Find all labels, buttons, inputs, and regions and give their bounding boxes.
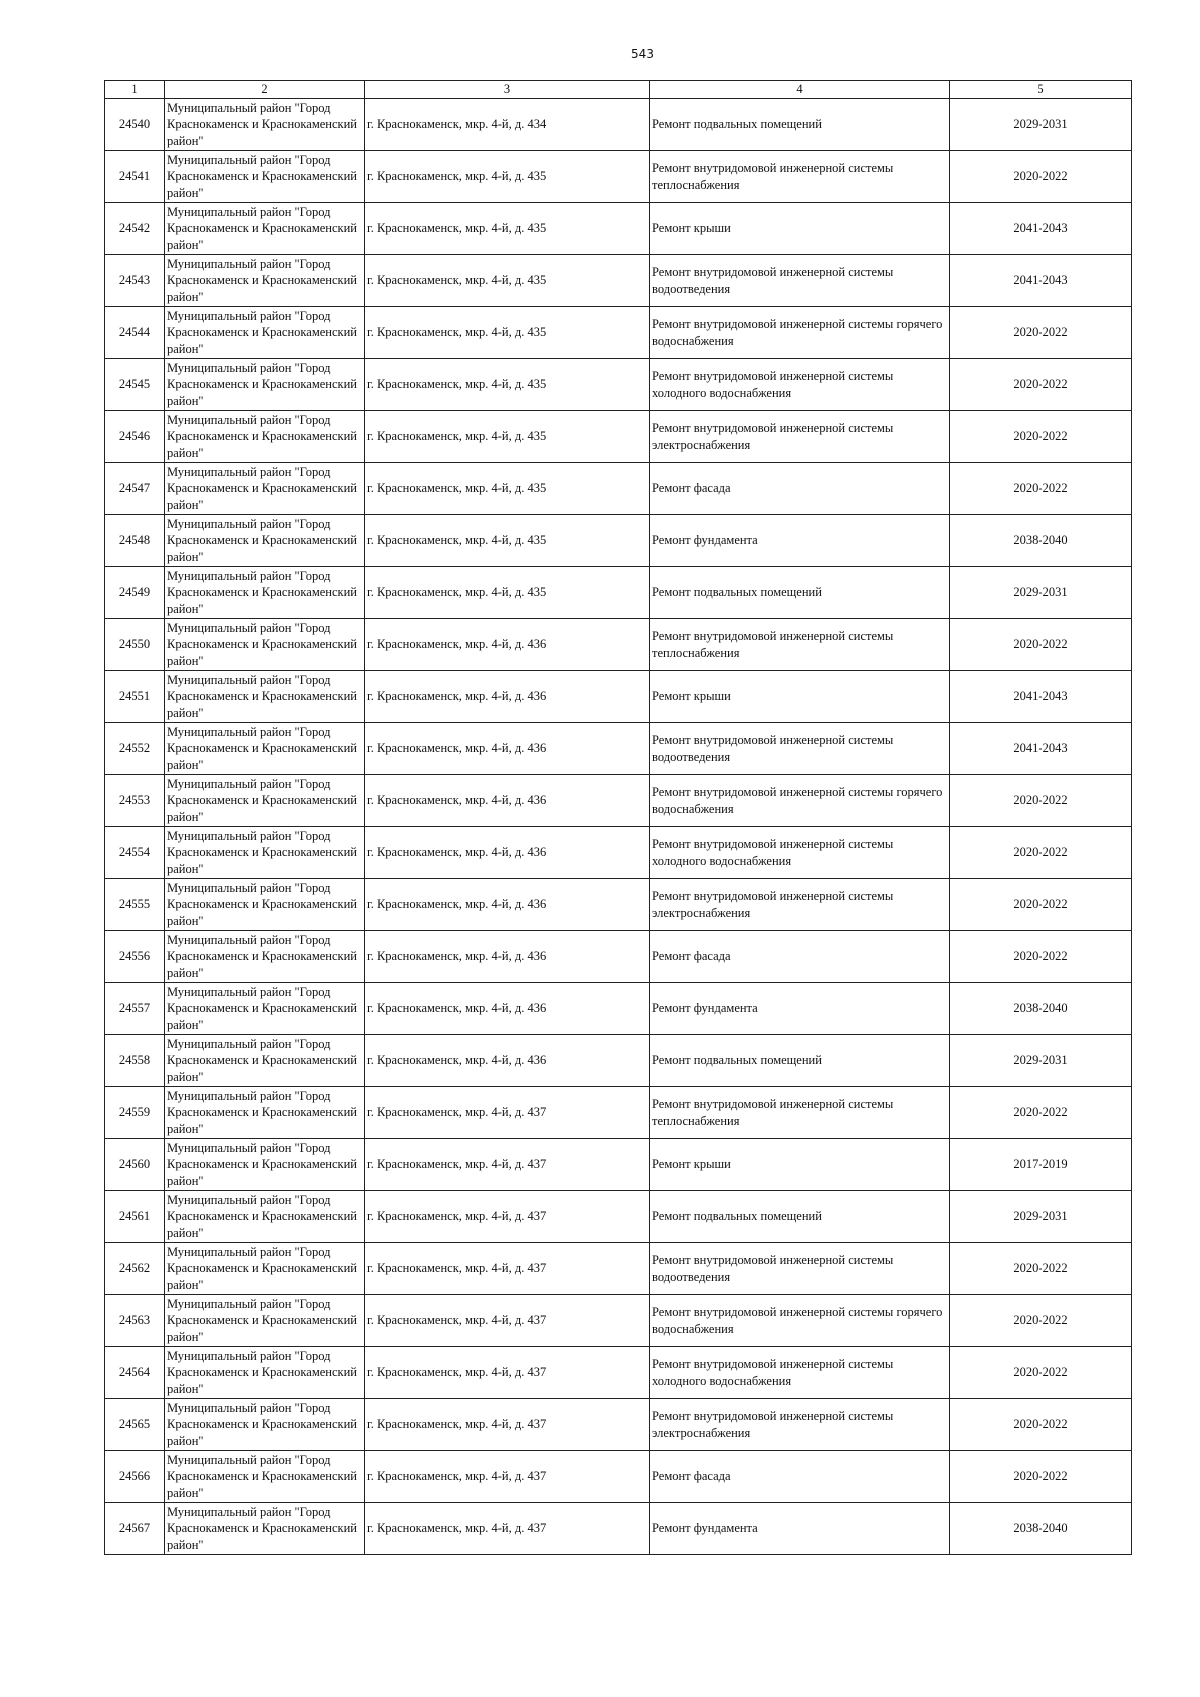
column-header-5: 5 (950, 81, 1132, 99)
municipality-cell: Муниципальный район "Город Краснокаменск и Краснокаменский район" (165, 515, 365, 567)
address-cell: г. Краснокаменск, мкр. 4-й, д. 436 (365, 983, 650, 1035)
row-number-cell: 24565 (105, 1399, 165, 1451)
column-header-2: 2 (165, 81, 365, 99)
period-cell: 2020-2022 (950, 359, 1132, 411)
municipality-cell: Муниципальный район "Город Краснокаменск и Краснокаменский район" (165, 723, 365, 775)
table-row (105, 1035, 1132, 1087)
municipality-cell: Муниципальный район "Город Краснокаменск и Краснокаменский район" (165, 307, 365, 359)
row-number-cell: 24567 (105, 1503, 165, 1555)
address-cell: г. Краснокаменск, мкр. 4-й, д. 436 (365, 723, 650, 775)
row-number-cell: 24564 (105, 1347, 165, 1399)
municipality-cell: Муниципальный район "Город Краснокаменск и Краснокаменский район" (165, 1139, 365, 1191)
work-type-cell: Ремонт внутридомовой инженерной системы электроснабжения (650, 411, 950, 463)
municipality-cell: Муниципальный район "Город Краснокаменск и Краснокаменский район" (165, 879, 365, 931)
municipality-cell: Муниципальный район "Город Краснокаменск и Краснокаменский район" (165, 1399, 365, 1451)
period-cell: 2029-2031 (950, 99, 1132, 151)
municipality-cell: Муниципальный район "Город Краснокаменск и Краснокаменский район" (165, 1035, 365, 1087)
municipality-cell: Муниципальный район "Город Краснокаменск и Краснокаменский район" (165, 1451, 365, 1503)
address-cell: г. Краснокаменск, мкр. 4-й, д. 436 (365, 827, 650, 879)
period-cell: 2029-2031 (950, 1191, 1132, 1243)
address-cell: г. Краснокаменск, мкр. 4-й, д. 435 (365, 151, 650, 203)
column-header-1: 1 (105, 81, 165, 99)
table-row (105, 1087, 1132, 1139)
table-body (105, 99, 1132, 1555)
municipality-cell: Муниципальный район "Город Краснокаменск и Краснокаменский район" (165, 775, 365, 827)
work-type-cell: Ремонт фасада (650, 463, 950, 515)
work-type-cell: Ремонт фундамента (650, 515, 950, 567)
municipality-cell: Муниципальный район "Город Краснокаменск и Краснокаменский район" (165, 463, 365, 515)
period-cell: 2029-2031 (950, 567, 1132, 619)
work-type-cell: Ремонт крыши (650, 203, 950, 255)
address-cell: г. Краснокаменск, мкр. 4-й, д. 435 (365, 463, 650, 515)
municipality-cell: Муниципальный район "Город Краснокаменск и Краснокаменский район" (165, 203, 365, 255)
page-number: 543 (631, 47, 654, 61)
period-cell: 2029-2031 (950, 1035, 1132, 1087)
period-cell: 2020-2022 (950, 1347, 1132, 1399)
municipality-cell: Муниципальный район "Город Краснокаменск и Краснокаменский район" (165, 1243, 365, 1295)
address-cell: г. Краснокаменск, мкр. 4-й, д. 435 (365, 255, 650, 307)
address-cell: г. Краснокаменск, мкр. 4-й, д. 435 (365, 515, 650, 567)
period-cell: 2020-2022 (950, 879, 1132, 931)
work-type-cell: Ремонт внутридомовой инженерной системы горячего водоснабжения (650, 775, 950, 827)
work-type-cell: Ремонт внутридомовой инженерной системы водоотведения (650, 723, 950, 775)
table-row (105, 255, 1132, 307)
period-cell: 2020-2022 (950, 1087, 1132, 1139)
period-cell: 2020-2022 (950, 1451, 1132, 1503)
row-number-cell: 24553 (105, 775, 165, 827)
address-cell: г. Краснокаменск, мкр. 4-й, д. 436 (365, 1035, 650, 1087)
table-row (105, 1451, 1132, 1503)
table-row (105, 619, 1132, 671)
row-number-cell: 24548 (105, 515, 165, 567)
row-number-cell: 24549 (105, 567, 165, 619)
table-row (105, 983, 1132, 1035)
work-type-cell: Ремонт фасада (650, 1451, 950, 1503)
row-number-cell: 24561 (105, 1191, 165, 1243)
municipality-cell: Муниципальный район "Город Краснокаменск и Краснокаменский район" (165, 411, 365, 463)
municipality-cell: Муниципальный район "Город Краснокаменск и Краснокаменский район" (165, 359, 365, 411)
column-header-3: 3 (365, 81, 650, 99)
address-cell: г. Краснокаменск, мкр. 4-й, д. 434 (365, 99, 650, 151)
row-number-cell: 24562 (105, 1243, 165, 1295)
row-number-cell: 24566 (105, 1451, 165, 1503)
work-type-cell: Ремонт фундамента (650, 983, 950, 1035)
register-table (104, 80, 1132, 1555)
row-number-cell: 24540 (105, 99, 165, 151)
work-type-cell: Ремонт внутридомовой инженерной системы электроснабжения (650, 879, 950, 931)
table-row (105, 775, 1132, 827)
work-type-cell: Ремонт подвальных помещений (650, 1035, 950, 1087)
municipality-cell: Муниципальный район "Город Краснокаменск и Краснокаменский район" (165, 931, 365, 983)
row-number-cell: 24546 (105, 411, 165, 463)
period-cell: 2020-2022 (950, 411, 1132, 463)
address-cell: г. Краснокаменск, мкр. 4-й, д. 437 (365, 1191, 650, 1243)
period-cell: 2038-2040 (950, 515, 1132, 567)
period-cell: 2017-2019 (950, 1139, 1132, 1191)
table-row (105, 307, 1132, 359)
municipality-cell: Муниципальный район "Город Краснокаменск и Краснокаменский район" (165, 567, 365, 619)
table-row (105, 1347, 1132, 1399)
period-cell: 2041-2043 (950, 255, 1132, 307)
municipality-cell: Муниципальный район "Город Краснокаменск и Краснокаменский район" (165, 151, 365, 203)
municipality-cell: Муниципальный район "Город Краснокаменск и Краснокаменский район" (165, 255, 365, 307)
work-type-cell: Ремонт внутридомовой инженерной системы водоотведения (650, 1243, 950, 1295)
work-type-cell: Ремонт внутридомовой инженерной системы теплоснабжения (650, 619, 950, 671)
work-type-cell: Ремонт внутридомовой инженерной системы холодного водоснабжения (650, 827, 950, 879)
address-cell: г. Краснокаменск, мкр. 4-й, д. 437 (365, 1503, 650, 1555)
municipality-cell: Муниципальный район "Город Краснокаменск и Краснокаменский район" (165, 1087, 365, 1139)
address-cell: г. Краснокаменск, мкр. 4-й, д. 437 (365, 1295, 650, 1347)
period-cell: 2020-2022 (950, 307, 1132, 359)
row-number-cell: 24544 (105, 307, 165, 359)
table-row (105, 879, 1132, 931)
period-cell: 2041-2043 (950, 203, 1132, 255)
table-row (105, 671, 1132, 723)
row-number-cell: 24550 (105, 619, 165, 671)
period-cell: 2020-2022 (950, 1295, 1132, 1347)
row-number-cell: 24563 (105, 1295, 165, 1347)
address-cell: г. Краснокаменск, мкр. 4-й, д. 435 (365, 567, 650, 619)
address-cell: г. Краснокаменск, мкр. 4-й, д. 437 (365, 1399, 650, 1451)
work-type-cell: Ремонт внутридомовой инженерной системы электроснабжения (650, 1399, 950, 1451)
address-cell: г. Краснокаменск, мкр. 4-й, д. 435 (365, 359, 650, 411)
work-type-cell: Ремонт внутридомовой инженерной системы теплоснабжения (650, 1087, 950, 1139)
work-type-cell: Ремонт фундамента (650, 1503, 950, 1555)
work-type-cell: Ремонт крыши (650, 671, 950, 723)
municipality-cell: Муниципальный район "Город Краснокаменск и Краснокаменский район" (165, 1191, 365, 1243)
work-type-cell: Ремонт внутридомовой инженерной системы холодного водоснабжения (650, 359, 950, 411)
table-row (105, 827, 1132, 879)
row-number-cell: 24560 (105, 1139, 165, 1191)
address-cell: г. Краснокаменск, мкр. 4-й, д. 437 (365, 1243, 650, 1295)
work-type-cell: Ремонт внутридомовой инженерной системы горячего водоснабжения (650, 307, 950, 359)
header-row (105, 81, 1132, 99)
address-cell: г. Краснокаменск, мкр. 4-й, д. 435 (365, 307, 650, 359)
row-number-cell: 24557 (105, 983, 165, 1035)
municipality-cell: Муниципальный район "Город Краснокаменск и Краснокаменский район" (165, 99, 365, 151)
row-number-cell: 24559 (105, 1087, 165, 1139)
work-type-cell: Ремонт внутридомовой инженерной системы холодного водоснабжения (650, 1347, 950, 1399)
period-cell: 2020-2022 (950, 619, 1132, 671)
table-row (105, 723, 1132, 775)
work-type-cell: Ремонт подвальных помещений (650, 567, 950, 619)
table-row (105, 1503, 1132, 1555)
work-type-cell: Ремонт внутридомовой инженерной системы водоотведения (650, 255, 950, 307)
row-number-cell: 24558 (105, 1035, 165, 1087)
row-number-cell: 24554 (105, 827, 165, 879)
work-type-cell: Ремонт внутридомовой инженерной системы теплоснабжения (650, 151, 950, 203)
row-number-cell: 24551 (105, 671, 165, 723)
row-number-cell: 24552 (105, 723, 165, 775)
period-cell: 2041-2043 (950, 671, 1132, 723)
municipality-cell: Муниципальный район "Город Краснокаменск и Краснокаменский район" (165, 1295, 365, 1347)
period-cell: 2041-2043 (950, 723, 1132, 775)
period-cell: 2020-2022 (950, 827, 1132, 879)
table-row (105, 515, 1132, 567)
row-number-cell: 24542 (105, 203, 165, 255)
table-row (105, 1243, 1132, 1295)
address-cell: г. Краснокаменск, мкр. 4-й, д. 436 (365, 671, 650, 723)
address-cell: г. Краснокаменск, мкр. 4-й, д. 436 (365, 775, 650, 827)
table-row (105, 1139, 1132, 1191)
work-type-cell: Ремонт крыши (650, 1139, 950, 1191)
table-row (105, 463, 1132, 515)
row-number-cell: 24555 (105, 879, 165, 931)
row-number-cell: 24545 (105, 359, 165, 411)
table-row (105, 1295, 1132, 1347)
table-row (105, 203, 1132, 255)
municipality-cell: Муниципальный район "Город Краснокаменск и Краснокаменский район" (165, 1503, 365, 1555)
work-type-cell: Ремонт фасада (650, 931, 950, 983)
period-cell: 2020-2022 (950, 1243, 1132, 1295)
table-row (105, 359, 1132, 411)
address-cell: г. Краснокаменск, мкр. 4-й, д. 437 (365, 1347, 650, 1399)
period-cell: 2020-2022 (950, 775, 1132, 827)
table-row (105, 1191, 1132, 1243)
table-row (105, 931, 1132, 983)
row-number-cell: 24541 (105, 151, 165, 203)
address-cell: г. Краснокаменск, мкр. 4-й, д. 436 (365, 619, 650, 671)
municipality-cell: Муниципальный район "Город Краснокаменск и Краснокаменский район" (165, 983, 365, 1035)
table-row (105, 1399, 1132, 1451)
row-number-cell: 24543 (105, 255, 165, 307)
address-cell: г. Краснокаменск, мкр. 4-й, д. 437 (365, 1451, 650, 1503)
table-row (105, 151, 1132, 203)
municipality-cell: Муниципальный район "Город Краснокаменск и Краснокаменский район" (165, 671, 365, 723)
address-cell: г. Краснокаменск, мкр. 4-й, д. 436 (365, 879, 650, 931)
row-number-cell: 24556 (105, 931, 165, 983)
period-cell: 2020-2022 (950, 1399, 1132, 1451)
table-row (105, 411, 1132, 463)
address-cell: г. Краснокаменск, мкр. 4-й, д. 435 (365, 203, 650, 255)
table-row (105, 99, 1132, 151)
period-cell: 2020-2022 (950, 463, 1132, 515)
work-type-cell: Ремонт подвальных помещений (650, 99, 950, 151)
period-cell: 2020-2022 (950, 151, 1132, 203)
address-cell: г. Краснокаменск, мкр. 4-й, д. 435 (365, 411, 650, 463)
address-cell: г. Краснокаменск, мкр. 4-й, д. 437 (365, 1139, 650, 1191)
address-cell: г. Краснокаменск, мкр. 4-й, д. 437 (365, 1087, 650, 1139)
municipality-cell: Муниципальный район "Город Краснокаменск и Краснокаменский район" (165, 619, 365, 671)
municipality-cell: Муниципальный район "Город Краснокаменск и Краснокаменский район" (165, 1347, 365, 1399)
row-number-cell: 24547 (105, 463, 165, 515)
address-cell: г. Краснокаменск, мкр. 4-й, д. 436 (365, 931, 650, 983)
period-cell: 2020-2022 (950, 931, 1132, 983)
period-cell: 2038-2040 (950, 1503, 1132, 1555)
table-header (105, 81, 1132, 99)
table-row (105, 567, 1132, 619)
work-type-cell: Ремонт внутридомовой инженерной системы горячего водоснабжения (650, 1295, 950, 1347)
work-type-cell: Ремонт подвальных помещений (650, 1191, 950, 1243)
period-cell: 2038-2040 (950, 983, 1132, 1035)
column-header-4: 4 (650, 81, 950, 99)
municipality-cell: Муниципальный район "Город Краснокаменск и Краснокаменский район" (165, 827, 365, 879)
